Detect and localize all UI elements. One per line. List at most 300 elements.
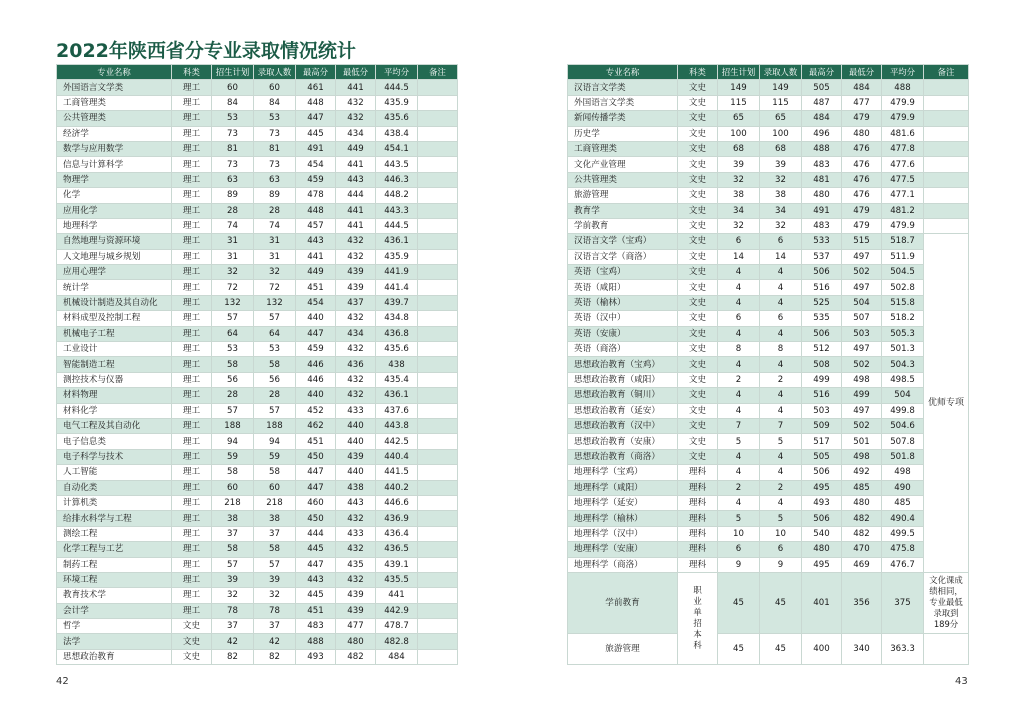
cell-max-score: 480 xyxy=(802,188,842,203)
cell-min-score: 507 xyxy=(842,311,882,326)
cell-note xyxy=(418,280,458,295)
cell-major-name: 新闻传播学类 xyxy=(568,111,678,126)
cell-max-score: 483 xyxy=(296,619,336,634)
cell-major-name: 教育技术学 xyxy=(57,588,172,603)
cell-note xyxy=(418,511,458,526)
cell-plan: 6 xyxy=(718,311,760,326)
cell-admitted: 6 xyxy=(760,542,802,557)
cell-category: 理工 xyxy=(172,449,212,464)
cell-category: 理工 xyxy=(172,326,212,341)
table-row xyxy=(568,480,969,495)
cell-avg-score: 477.1 xyxy=(882,188,924,203)
cell-category: 理科 xyxy=(678,526,718,541)
cell-category: 理科 xyxy=(678,495,718,510)
cell-category: 文史 xyxy=(172,634,212,649)
cell-major-name: 统计学 xyxy=(57,280,172,295)
cell-major-name: 英语（宝鸡） xyxy=(568,265,678,280)
table-row xyxy=(57,295,458,310)
cell-admitted: 4 xyxy=(760,280,802,295)
cell-category: 理工 xyxy=(172,526,212,541)
cell-avg-score: 446.3 xyxy=(376,172,418,187)
table-row xyxy=(568,80,969,95)
cell-avg-score: 441.9 xyxy=(376,265,418,280)
cell-category: 文史 xyxy=(678,249,718,264)
cell-note xyxy=(418,249,458,264)
cell-min-score: 432 xyxy=(336,111,376,126)
cell-min-score: 356 xyxy=(842,572,882,633)
cell-plan: 81 xyxy=(212,141,254,156)
table-row xyxy=(57,603,458,618)
cell-max-score: 478 xyxy=(296,188,336,203)
cell-note xyxy=(924,188,969,203)
cell-note xyxy=(418,203,458,218)
cell-min-score: 439 xyxy=(336,588,376,603)
cell-category: 文史 xyxy=(678,126,718,141)
cell-admitted: 38 xyxy=(254,511,296,526)
cell-max-score: 459 xyxy=(296,342,336,357)
table-row xyxy=(57,572,458,587)
table-row xyxy=(568,495,969,510)
cell-major-name: 思想政治教育（宝鸡） xyxy=(568,357,678,372)
cell-plan: 32 xyxy=(718,218,760,233)
cell-min-score: 469 xyxy=(842,557,882,572)
cell-category: 文史 xyxy=(678,403,718,418)
cell-avg-score: 482.8 xyxy=(376,634,418,649)
table-row xyxy=(57,326,458,341)
cell-note xyxy=(418,372,458,387)
cell-plan: 4 xyxy=(718,357,760,372)
cell-min-score: 441 xyxy=(336,157,376,172)
cell-avg-score: 479.9 xyxy=(882,95,924,110)
table-row xyxy=(57,172,458,187)
cell-avg-score: 436.5 xyxy=(376,542,418,557)
cell-plan: 65 xyxy=(718,111,760,126)
cell-plan: 42 xyxy=(212,634,254,649)
cell-major-name: 经济学 xyxy=(57,126,172,141)
cell-avg-score: 435.5 xyxy=(376,572,418,587)
cell-admitted: 9 xyxy=(760,557,802,572)
cell-min-score: 438 xyxy=(336,480,376,495)
cell-min-score: 440 xyxy=(336,465,376,480)
cell-plan: 6 xyxy=(718,234,760,249)
table-row xyxy=(57,449,458,464)
cell-category: 文史 xyxy=(678,203,718,218)
cell-major-name: 英语（榆林） xyxy=(568,295,678,310)
cell-category: 文史 xyxy=(678,372,718,387)
cell-note xyxy=(418,557,458,572)
cell-category: 理工 xyxy=(172,357,212,372)
cell-major-name: 旅游管理 xyxy=(568,633,678,664)
cell-plan: 58 xyxy=(212,465,254,480)
table-row xyxy=(568,95,969,110)
cell-category: 理工 xyxy=(172,203,212,218)
cell-category: 理工 xyxy=(172,80,212,95)
cell-plan: 2 xyxy=(718,372,760,387)
cell-major-name: 英语（汉中） xyxy=(568,311,678,326)
cell-avg-score: 518.2 xyxy=(882,311,924,326)
cell-min-score: 485 xyxy=(842,480,882,495)
table-row xyxy=(568,141,969,156)
cell-major-name: 材料物理 xyxy=(57,388,172,403)
cell-category: 理工 xyxy=(172,141,212,156)
cell-admitted: 4 xyxy=(760,403,802,418)
table-row xyxy=(57,480,458,495)
cell-plan: 78 xyxy=(212,603,254,618)
cell-category: 文史 xyxy=(678,449,718,464)
cell-admitted: 37 xyxy=(254,526,296,541)
cell-max-score: 447 xyxy=(296,557,336,572)
cell-max-score: 451 xyxy=(296,280,336,295)
cell-max-score: 488 xyxy=(296,634,336,649)
cell-admitted: 89 xyxy=(254,188,296,203)
cell-avg-score: 442.9 xyxy=(376,603,418,618)
cell-category: 理工 xyxy=(172,557,212,572)
cell-plan: 58 xyxy=(212,542,254,557)
table-row xyxy=(568,449,969,464)
cell-category: 理工 xyxy=(172,234,212,249)
cell-min-score: 449 xyxy=(336,141,376,156)
cell-major-name: 环境工程 xyxy=(57,572,172,587)
cell-note xyxy=(418,172,458,187)
table-row xyxy=(568,372,969,387)
cell-admitted: 45 xyxy=(760,633,802,664)
cell-note xyxy=(924,218,969,233)
cell-admitted: 5 xyxy=(760,511,802,526)
cell-avg-score: 498 xyxy=(882,465,924,480)
cell-note xyxy=(418,418,458,433)
table-row xyxy=(568,465,969,480)
cell-major-name: 智能制造工程 xyxy=(57,357,172,372)
table-row xyxy=(57,542,458,557)
cell-plan: 53 xyxy=(212,111,254,126)
cell-max-score: 516 xyxy=(802,388,842,403)
cell-major-name: 公共管理类 xyxy=(57,111,172,126)
cell-plan: 82 xyxy=(212,649,254,664)
cell-min-score: 435 xyxy=(336,557,376,572)
cell-category: 理工 xyxy=(172,403,212,418)
cell-plan: 4 xyxy=(718,403,760,418)
table-row xyxy=(57,403,458,418)
cell-min-score: 497 xyxy=(842,280,882,295)
cell-min-score: 439 xyxy=(336,603,376,618)
cell-major-name: 英语（商洛） xyxy=(568,342,678,357)
cell-plan: 31 xyxy=(212,234,254,249)
cell-max-score: 447 xyxy=(296,326,336,341)
cell-max-score: 483 xyxy=(802,218,842,233)
cell-min-score: 482 xyxy=(842,526,882,541)
cell-admitted: 14 xyxy=(760,249,802,264)
cell-category: 理工 xyxy=(172,588,212,603)
cell-major-name: 机械设计制造及其自动化 xyxy=(57,295,172,310)
table-row xyxy=(568,218,969,233)
cell-admitted: 58 xyxy=(254,542,296,557)
table-row xyxy=(57,357,458,372)
cell-note xyxy=(924,172,969,187)
cell-plan: 39 xyxy=(212,572,254,587)
cell-max-score: 445 xyxy=(296,588,336,603)
cell-admitted: 63 xyxy=(254,172,296,187)
cell-max-score: 448 xyxy=(296,203,336,218)
cell-plan: 6 xyxy=(718,542,760,557)
cell-major-name: 化学工程与工艺 xyxy=(57,542,172,557)
cell-major-name: 工商管理类 xyxy=(568,141,678,156)
header-avg-score: 平均分 xyxy=(376,65,418,80)
cell-admitted: 57 xyxy=(254,311,296,326)
cell-plan: 5 xyxy=(718,511,760,526)
cell-category: 文史 xyxy=(678,342,718,357)
cell-max-score: 450 xyxy=(296,511,336,526)
cell-admitted: 5 xyxy=(760,434,802,449)
cell-major-name: 地理科学（商洛） xyxy=(568,557,678,572)
cell-major-name: 工商管理类 xyxy=(57,95,172,110)
cell-category: 理工 xyxy=(172,495,212,510)
cell-note xyxy=(418,80,458,95)
cell-major-name: 地理科学（安康） xyxy=(568,542,678,557)
cell-min-score: 479 xyxy=(842,218,882,233)
cell-major-name: 人文地理与城乡规划 xyxy=(57,249,172,264)
cell-note xyxy=(924,111,969,126)
table-row xyxy=(57,557,458,572)
cell-max-score: 449 xyxy=(296,265,336,280)
cell-avg-score: 515.8 xyxy=(882,295,924,310)
cell-max-score: 459 xyxy=(296,172,336,187)
cell-admitted: 4 xyxy=(760,495,802,510)
cell-plan: 10 xyxy=(718,526,760,541)
cell-plan: 57 xyxy=(212,557,254,572)
cell-major-name: 机械电子工程 xyxy=(57,326,172,341)
table-row xyxy=(568,249,969,264)
cell-admitted: 6 xyxy=(760,234,802,249)
cell-plan: 57 xyxy=(212,311,254,326)
table-row xyxy=(57,588,458,603)
cell-max-score: 525 xyxy=(802,295,842,310)
cell-plan: 73 xyxy=(212,157,254,172)
cell-max-score: 454 xyxy=(296,157,336,172)
cell-max-score: 499 xyxy=(802,372,842,387)
cell-category: 理工 xyxy=(172,95,212,110)
cell-admitted: 57 xyxy=(254,557,296,572)
cell-avg-score: 441.4 xyxy=(376,280,418,295)
table-row xyxy=(57,465,458,480)
cell-avg-score: 440.2 xyxy=(376,480,418,495)
cell-major-name: 思想政治教育（商洛） xyxy=(568,449,678,464)
cell-min-score: 477 xyxy=(842,95,882,110)
cell-plan: 37 xyxy=(212,526,254,541)
cell-major-name: 工业设计 xyxy=(57,342,172,357)
cell-plan: 37 xyxy=(212,619,254,634)
cell-admitted: 10 xyxy=(760,526,802,541)
header-max-score: 最高分 xyxy=(296,65,336,80)
cell-note xyxy=(924,203,969,218)
cell-note xyxy=(418,157,458,172)
table-row xyxy=(57,111,458,126)
cell-admitted: 32 xyxy=(760,172,802,187)
cell-admitted: 53 xyxy=(254,342,296,357)
cell-admitted: 68 xyxy=(760,141,802,156)
cell-plan: 7 xyxy=(718,418,760,433)
cell-max-score: 506 xyxy=(802,326,842,341)
cell-avg-score: 438 xyxy=(376,357,418,372)
cell-admitted: 58 xyxy=(254,465,296,480)
cell-avg-score: 475.8 xyxy=(882,542,924,557)
cell-admitted: 34 xyxy=(760,203,802,218)
cell-plan: 218 xyxy=(212,495,254,510)
cell-avg-score: 437.6 xyxy=(376,403,418,418)
cell-min-score: 479 xyxy=(842,203,882,218)
cell-note xyxy=(418,95,458,110)
cell-avg-score: 504.5 xyxy=(882,265,924,280)
cell-admitted: 4 xyxy=(760,357,802,372)
cell-min-score: 432 xyxy=(336,95,376,110)
cell-category: 文史 xyxy=(678,357,718,372)
cell-note xyxy=(924,95,969,110)
cell-min-score: 439 xyxy=(336,280,376,295)
cell-min-score: 482 xyxy=(336,649,376,664)
table-row xyxy=(57,280,458,295)
cell-category: 理工 xyxy=(172,542,212,557)
cell-category: 理科 xyxy=(678,542,718,557)
cell-admitted: 8 xyxy=(760,342,802,357)
table-row xyxy=(57,495,458,510)
cell-min-score: 482 xyxy=(842,511,882,526)
cell-major-name: 物理学 xyxy=(57,172,172,187)
cell-min-score: 340 xyxy=(842,633,882,664)
table-row xyxy=(568,418,969,433)
cell-note xyxy=(418,357,458,372)
cell-avg-score: 448.2 xyxy=(376,188,418,203)
cell-category: 理工 xyxy=(172,249,212,264)
table-row xyxy=(57,218,458,233)
cell-admitted: 7 xyxy=(760,418,802,433)
cell-plan: 56 xyxy=(212,372,254,387)
cell-admitted: 37 xyxy=(254,619,296,634)
cell-max-score: 461 xyxy=(296,80,336,95)
cell-major-name: 数学与应用数学 xyxy=(57,141,172,156)
cell-min-score: 433 xyxy=(336,526,376,541)
cell-max-score: 493 xyxy=(802,495,842,510)
cell-min-score: 502 xyxy=(842,265,882,280)
cell-category: 文史 xyxy=(678,234,718,249)
cell-category: 文史 xyxy=(172,619,212,634)
cell-category: 理工 xyxy=(172,295,212,310)
cell-max-score: 512 xyxy=(802,342,842,357)
cell-max-score: 440 xyxy=(296,311,336,326)
cell-plan: 4 xyxy=(718,465,760,480)
cell-category: 理工 xyxy=(172,280,212,295)
cell-max-score: 487 xyxy=(802,95,842,110)
cell-max-score: 440 xyxy=(296,388,336,403)
table-row xyxy=(568,295,969,310)
cell-category: 文史 xyxy=(678,434,718,449)
cell-category: 理工 xyxy=(172,188,212,203)
cell-plan: 28 xyxy=(212,388,254,403)
cell-avg-score: 454.1 xyxy=(376,141,418,156)
table-row xyxy=(568,265,969,280)
header-admitted: 录取人数 xyxy=(254,65,296,80)
cell-admitted: 28 xyxy=(254,388,296,403)
cell-category: 理工 xyxy=(172,480,212,495)
right-admission-table xyxy=(567,64,969,665)
cell-avg-score: 498.5 xyxy=(882,372,924,387)
cell-avg-score: 481.6 xyxy=(882,126,924,141)
cell-max-score: 505 xyxy=(802,80,842,95)
table-row xyxy=(568,342,969,357)
cell-min-score: 436 xyxy=(336,357,376,372)
cell-min-score: 440 xyxy=(336,434,376,449)
cell-major-name: 英语（咸阳） xyxy=(568,280,678,295)
cell-avg-score: 490 xyxy=(882,480,924,495)
cell-avg-score: 477.8 xyxy=(882,141,924,156)
cell-major-name: 历史学 xyxy=(568,126,678,141)
cell-min-score: 480 xyxy=(336,634,376,649)
cell-max-score: 516 xyxy=(802,280,842,295)
cell-major-name: 教育学 xyxy=(568,203,678,218)
table-row xyxy=(568,526,969,541)
cell-note xyxy=(418,572,458,587)
cell-plan: 64 xyxy=(212,326,254,341)
cell-category: 文史 xyxy=(678,157,718,172)
cell-min-score: 443 xyxy=(336,495,376,510)
cell-min-score: 432 xyxy=(336,511,376,526)
cell-admitted: 4 xyxy=(760,295,802,310)
cell-note xyxy=(418,634,458,649)
cell-category: 文史 xyxy=(678,111,718,126)
cell-avg-score: 436.8 xyxy=(376,326,418,341)
cell-avg-score: 436.1 xyxy=(376,388,418,403)
cell-major-name: 自然地理与资源环境 xyxy=(57,234,172,249)
cell-note xyxy=(418,295,458,310)
cell-plan: 63 xyxy=(212,172,254,187)
cell-note xyxy=(418,465,458,480)
left-admission-table xyxy=(56,64,458,665)
table-row xyxy=(57,649,458,664)
table-row xyxy=(568,172,969,187)
cell-avg-score: 502.8 xyxy=(882,280,924,295)
cell-admitted: 56 xyxy=(254,372,296,387)
cell-max-score: 517 xyxy=(802,434,842,449)
cell-avg-score: 440.4 xyxy=(376,449,418,464)
cell-admitted: 149 xyxy=(760,80,802,95)
cell-avg-score: 504.6 xyxy=(882,418,924,433)
table-row xyxy=(568,572,969,633)
cell-note xyxy=(418,542,458,557)
cell-plan: 53 xyxy=(212,342,254,357)
cell-note xyxy=(418,311,458,326)
table-row xyxy=(568,557,969,572)
cell-admitted: 38 xyxy=(760,188,802,203)
cell-note xyxy=(924,157,969,172)
cell-avg-score: 443.3 xyxy=(376,203,418,218)
table-row xyxy=(57,511,458,526)
table-row xyxy=(57,249,458,264)
cell-min-score: 477 xyxy=(336,619,376,634)
cell-min-score: 440 xyxy=(336,418,376,433)
cell-max-score: 445 xyxy=(296,542,336,557)
cell-admitted: 31 xyxy=(254,249,296,264)
cell-max-score: 448 xyxy=(296,95,336,110)
table-row xyxy=(568,126,969,141)
cell-plan: 32 xyxy=(212,588,254,603)
cell-min-score: 444 xyxy=(336,188,376,203)
cell-plan: 31 xyxy=(212,249,254,264)
cell-admitted: 2 xyxy=(760,480,802,495)
cell-major-name: 地理科学（延安） xyxy=(568,495,678,510)
cell-major-name: 学前教育 xyxy=(568,218,678,233)
cell-min-score: 497 xyxy=(842,403,882,418)
table-row xyxy=(57,634,458,649)
cell-avg-score: 485 xyxy=(882,495,924,510)
cell-max-score: 537 xyxy=(802,249,842,264)
